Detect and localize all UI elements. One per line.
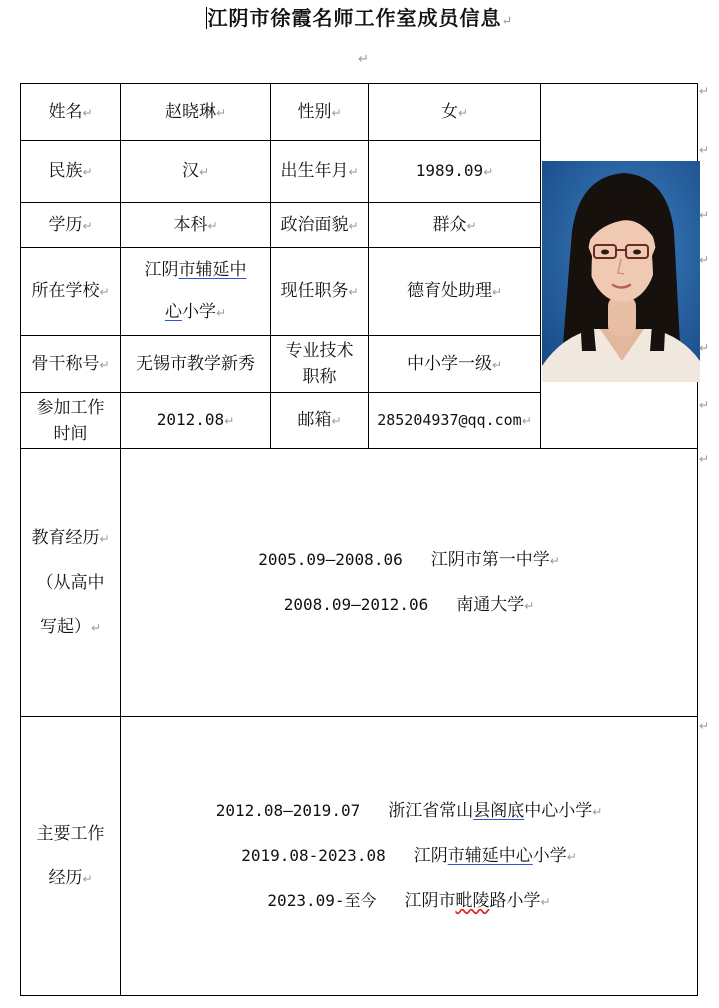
politics-label: 政治面貌↵ (271, 203, 369, 248)
birth-value[interactable]: 1989.09↵ (369, 141, 541, 203)
start-work-value[interactable]: 2012.08↵ (121, 393, 271, 449)
list-item: 2008.09—2012.06 南通大学↵ (283, 594, 535, 615)
list-item: 2012.08—2019.07 浙江省常山县阁底中心小学↵ (215, 800, 603, 821)
title-text: 江阴市徐霞名师工作室成员信息 (207, 6, 502, 30)
paragraph-mark: ↵ (699, 341, 710, 355)
position-value[interactable]: 德育处助理↵ (369, 248, 541, 336)
start-work-label: 参加工作时间 (21, 393, 121, 449)
portrait-image (542, 161, 700, 382)
education-history-content[interactable] (121, 449, 698, 717)
paragraph-mark: ↵ (501, 14, 514, 29)
paragraph-mark: ↵ (699, 143, 710, 157)
birth-label: 出生年月↵ (271, 141, 369, 203)
title-value[interactable]: 无锡市教学新秀 (121, 336, 271, 393)
email-value[interactable]: 285204937@qq.com↵ (369, 393, 541, 449)
paragraph-mark: ↵ (699, 452, 710, 466)
ethnicity-label: 民族↵ (21, 141, 121, 203)
member-photo (542, 161, 700, 382)
list-item: 2005.09—2008.06 江阴市第一中学↵ (258, 549, 560, 570)
list-item: 2023.09-至今 江阴市毗陵路小学↵ (267, 890, 551, 911)
name-label: 姓名↵ (21, 84, 121, 141)
paragraph-mark: ↵ (699, 84, 710, 98)
education-value[interactable]: 本科↵ (121, 203, 271, 248)
list-item: 2019.08-2023.08 江阴市辅延中心小学↵ (241, 845, 577, 866)
title-label: 骨干称号↵ (21, 336, 121, 393)
paragraph-mark: ↵ (358, 52, 369, 67)
gender-label: 性别↵ (271, 84, 369, 141)
prof-title-label: 专业技术职称 (271, 336, 369, 393)
document-title (0, 2, 719, 31)
ethnicity-value[interactable]: 汉↵ (121, 141, 271, 203)
education-history-label: 教育经历↵ （从高中 写起）↵ (21, 449, 121, 717)
paragraph-mark: ↵ (699, 208, 710, 222)
name-value[interactable]: 赵晓琳↵ (121, 84, 271, 141)
paragraph-mark: ↵ (699, 719, 710, 733)
school-label: 所在学校↵ (21, 248, 121, 336)
work-history-content[interactable] (121, 717, 698, 996)
text-cursor (206, 7, 207, 29)
politics-value[interactable]: 群众↵ (369, 203, 541, 248)
paragraph-mark: ↵ (699, 253, 710, 267)
school-value[interactable]: 江阴市辅延中 心小学↵ (121, 248, 271, 336)
gender-value[interactable]: 女↵ (369, 84, 541, 141)
work-history-label: 主要工作 经历↵ (21, 717, 121, 996)
position-label: 现任职务↵ (271, 248, 369, 336)
email-label: 邮箱↵ (271, 393, 369, 449)
prof-title-value[interactable]: 中小学一级↵ (369, 336, 541, 393)
paragraph-mark: ↵ (699, 398, 710, 412)
education-label: 学历↵ (21, 203, 121, 248)
